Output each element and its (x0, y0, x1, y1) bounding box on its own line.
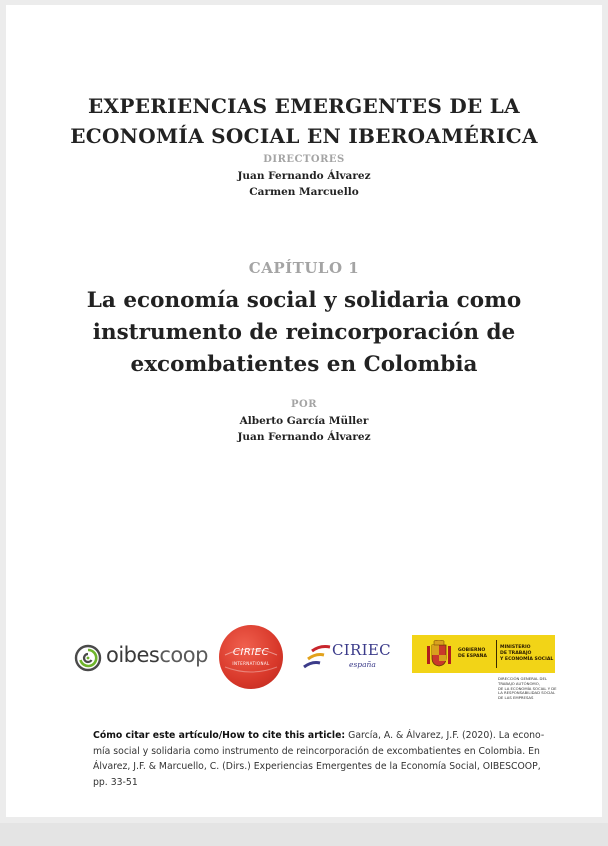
oibescoop-text-a: oibes (106, 643, 160, 667)
oibescoop-logo (74, 641, 209, 675)
ciriec-espana-text: CIRIEC (332, 641, 391, 659)
oibescoop-wordmark (106, 643, 208, 667)
gobierno-line: GOBIERNO (458, 648, 486, 653)
chapter-title (6, 285, 602, 381)
oibescoop-spiral-icon (74, 644, 102, 672)
book-title (6, 91, 602, 151)
director-name: Carmen Marcuello (249, 186, 359, 198)
author-name: Alberto García Müller (239, 415, 369, 427)
ministerio-line: Y ECONOMÍA SOCIAL (500, 657, 554, 662)
citation-line (93, 728, 551, 744)
book-title-line: EXPERIENCIAS EMERGENTES DE LA (88, 94, 520, 118)
citation-label: Cómo citar este artículo/How to cite this article: (93, 730, 346, 741)
ciriec-espana-logo (302, 639, 394, 679)
direccion-line: DIRECCIÓN GENERAL DEL (498, 676, 547, 681)
director-name: Juan Fernando Álvarez (237, 170, 371, 182)
chapter-title-line: instrumento de reincorporación de (92, 320, 516, 345)
citation-line: Álvarez, J.F. & Marcuello, C. (Dirs.) Experiencias Emergentes de la Economía Social, OIBESCOOP, (93, 761, 541, 772)
oibescoop-text-b: coop (159, 643, 208, 667)
ciriec-espana-swoosh-icon (302, 641, 334, 673)
ciriec-international-logo (219, 625, 283, 689)
directors-list (6, 168, 602, 200)
spain-coat-of-arms-icon (426, 640, 452, 668)
ciriec-international-subtext: INTERNATIONAL (232, 661, 270, 666)
ministerio-divider (496, 640, 497, 668)
direccion-line: DE LA ECONOMÍA SOCIAL Y DE (498, 685, 557, 691)
direccion-line: DE LAS EMPRESAS (498, 695, 534, 701)
ministerio-line: MINISTERIO (500, 645, 531, 650)
authors-list (6, 413, 602, 445)
book-title-line: ECONOMÍA SOCIAL EN IBEROAMÉRICA (70, 124, 538, 148)
ciriec-international-text: CIRIEC (232, 647, 270, 658)
gobierno-line: DE ESPAÑA (458, 654, 487, 659)
direccion-line: LA RESPONSABILIDAD SOCIAL (498, 690, 556, 696)
chapter-title-line: La economía social y solidaria como (86, 288, 522, 313)
document-page (6, 5, 602, 817)
direccion-general-text (498, 677, 557, 701)
by-label: POR (290, 399, 318, 410)
citation-line: mía social y solidaria como instrumento de reincorporación de excombatientes en Colombia. En (93, 745, 540, 757)
citation-line: pp. 33-51 (93, 776, 138, 788)
citation-block (93, 728, 551, 790)
next-page-edge (0, 823, 608, 846)
ministerio-text (500, 645, 553, 663)
ministerio-line: DE TRABAJO (500, 651, 532, 656)
chapter-label: CAPÍTULO 1 (248, 259, 360, 277)
citation-text: García, A. & Álvarez, J.F. (2020). La econo- (345, 730, 545, 741)
direccion-line: TRABAJO AUTÓNOMO, (498, 680, 540, 686)
author-name: Juan Fernando Álvarez (237, 431, 371, 443)
sponsor-logos (6, 623, 602, 703)
gobierno-text (458, 648, 487, 660)
directors-label: DIRECTORES (263, 154, 345, 165)
chapter-title-line: excombatientes en Colombia (130, 352, 478, 377)
ministerio-logo (412, 635, 557, 705)
ciriec-espana-subtext: españa (349, 660, 376, 669)
